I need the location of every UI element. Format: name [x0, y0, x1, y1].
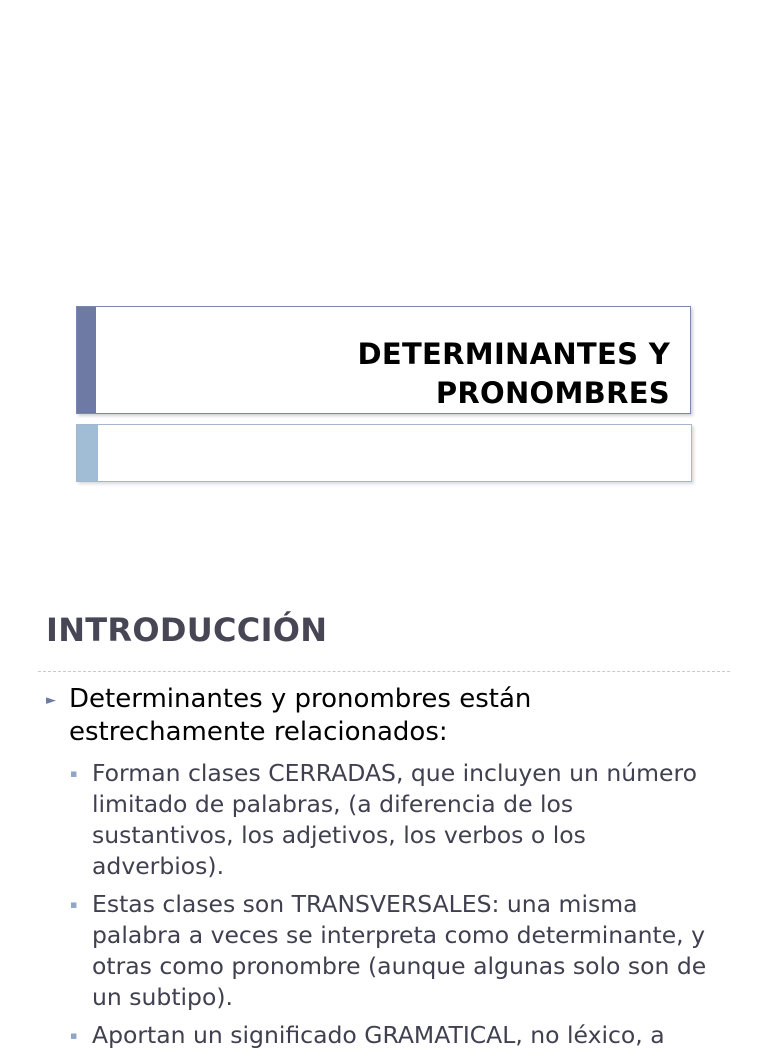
bullet-text: Determinantes y pronombres están estrechamente relacionados: — [69, 684, 532, 747]
intro-content — [0, 683, 768, 1058]
sub-bullet-text: Forman clases CERRADAS, que incluyen un número limitado de palabras, (a diferencia de los sustantivos, los adjetivos, los verbos o los adverbios). — [92, 759, 698, 880]
title-placeholder — [76, 306, 691, 414]
slide-title-line-1: DETERMINANTES Y — [357, 337, 670, 371]
square-bullet-icon: ▪ — [70, 767, 78, 780]
square-bullet-icon: ▪ — [70, 898, 78, 911]
title-accent-bar — [77, 307, 96, 413]
square-bullet-icon: ▪ — [70, 1029, 78, 1042]
slide-title-line-2: PRONOMBRES — [435, 376, 670, 410]
intro-heading: INTRODUCCIÓN — [46, 611, 328, 649]
triangle-bullet-icon: ► — [46, 693, 56, 708]
bullet-item — [0, 683, 589, 749]
subtitle-accent-bar — [77, 425, 98, 481]
sub-bullet-item — [0, 889, 722, 1013]
sub-bullet-item — [0, 1020, 722, 1051]
sub-bullet-list — [0, 758, 768, 1051]
sub-bullet-text: Aportan un significado GRAMATICAL, no léxico, a — [92, 1021, 665, 1049]
heading-divider — [38, 671, 730, 672]
sub-bullet-text: Estas clases son TRANSVERSALES: una misma palabra a veces se interpreta como determinante, y otras como pronombre (aunque algunas solo son de un subtipo). — [92, 890, 707, 1011]
slide-title — [357, 335, 670, 413]
subtitle-placeholder — [76, 424, 692, 482]
sub-bullet-item — [0, 758, 722, 882]
